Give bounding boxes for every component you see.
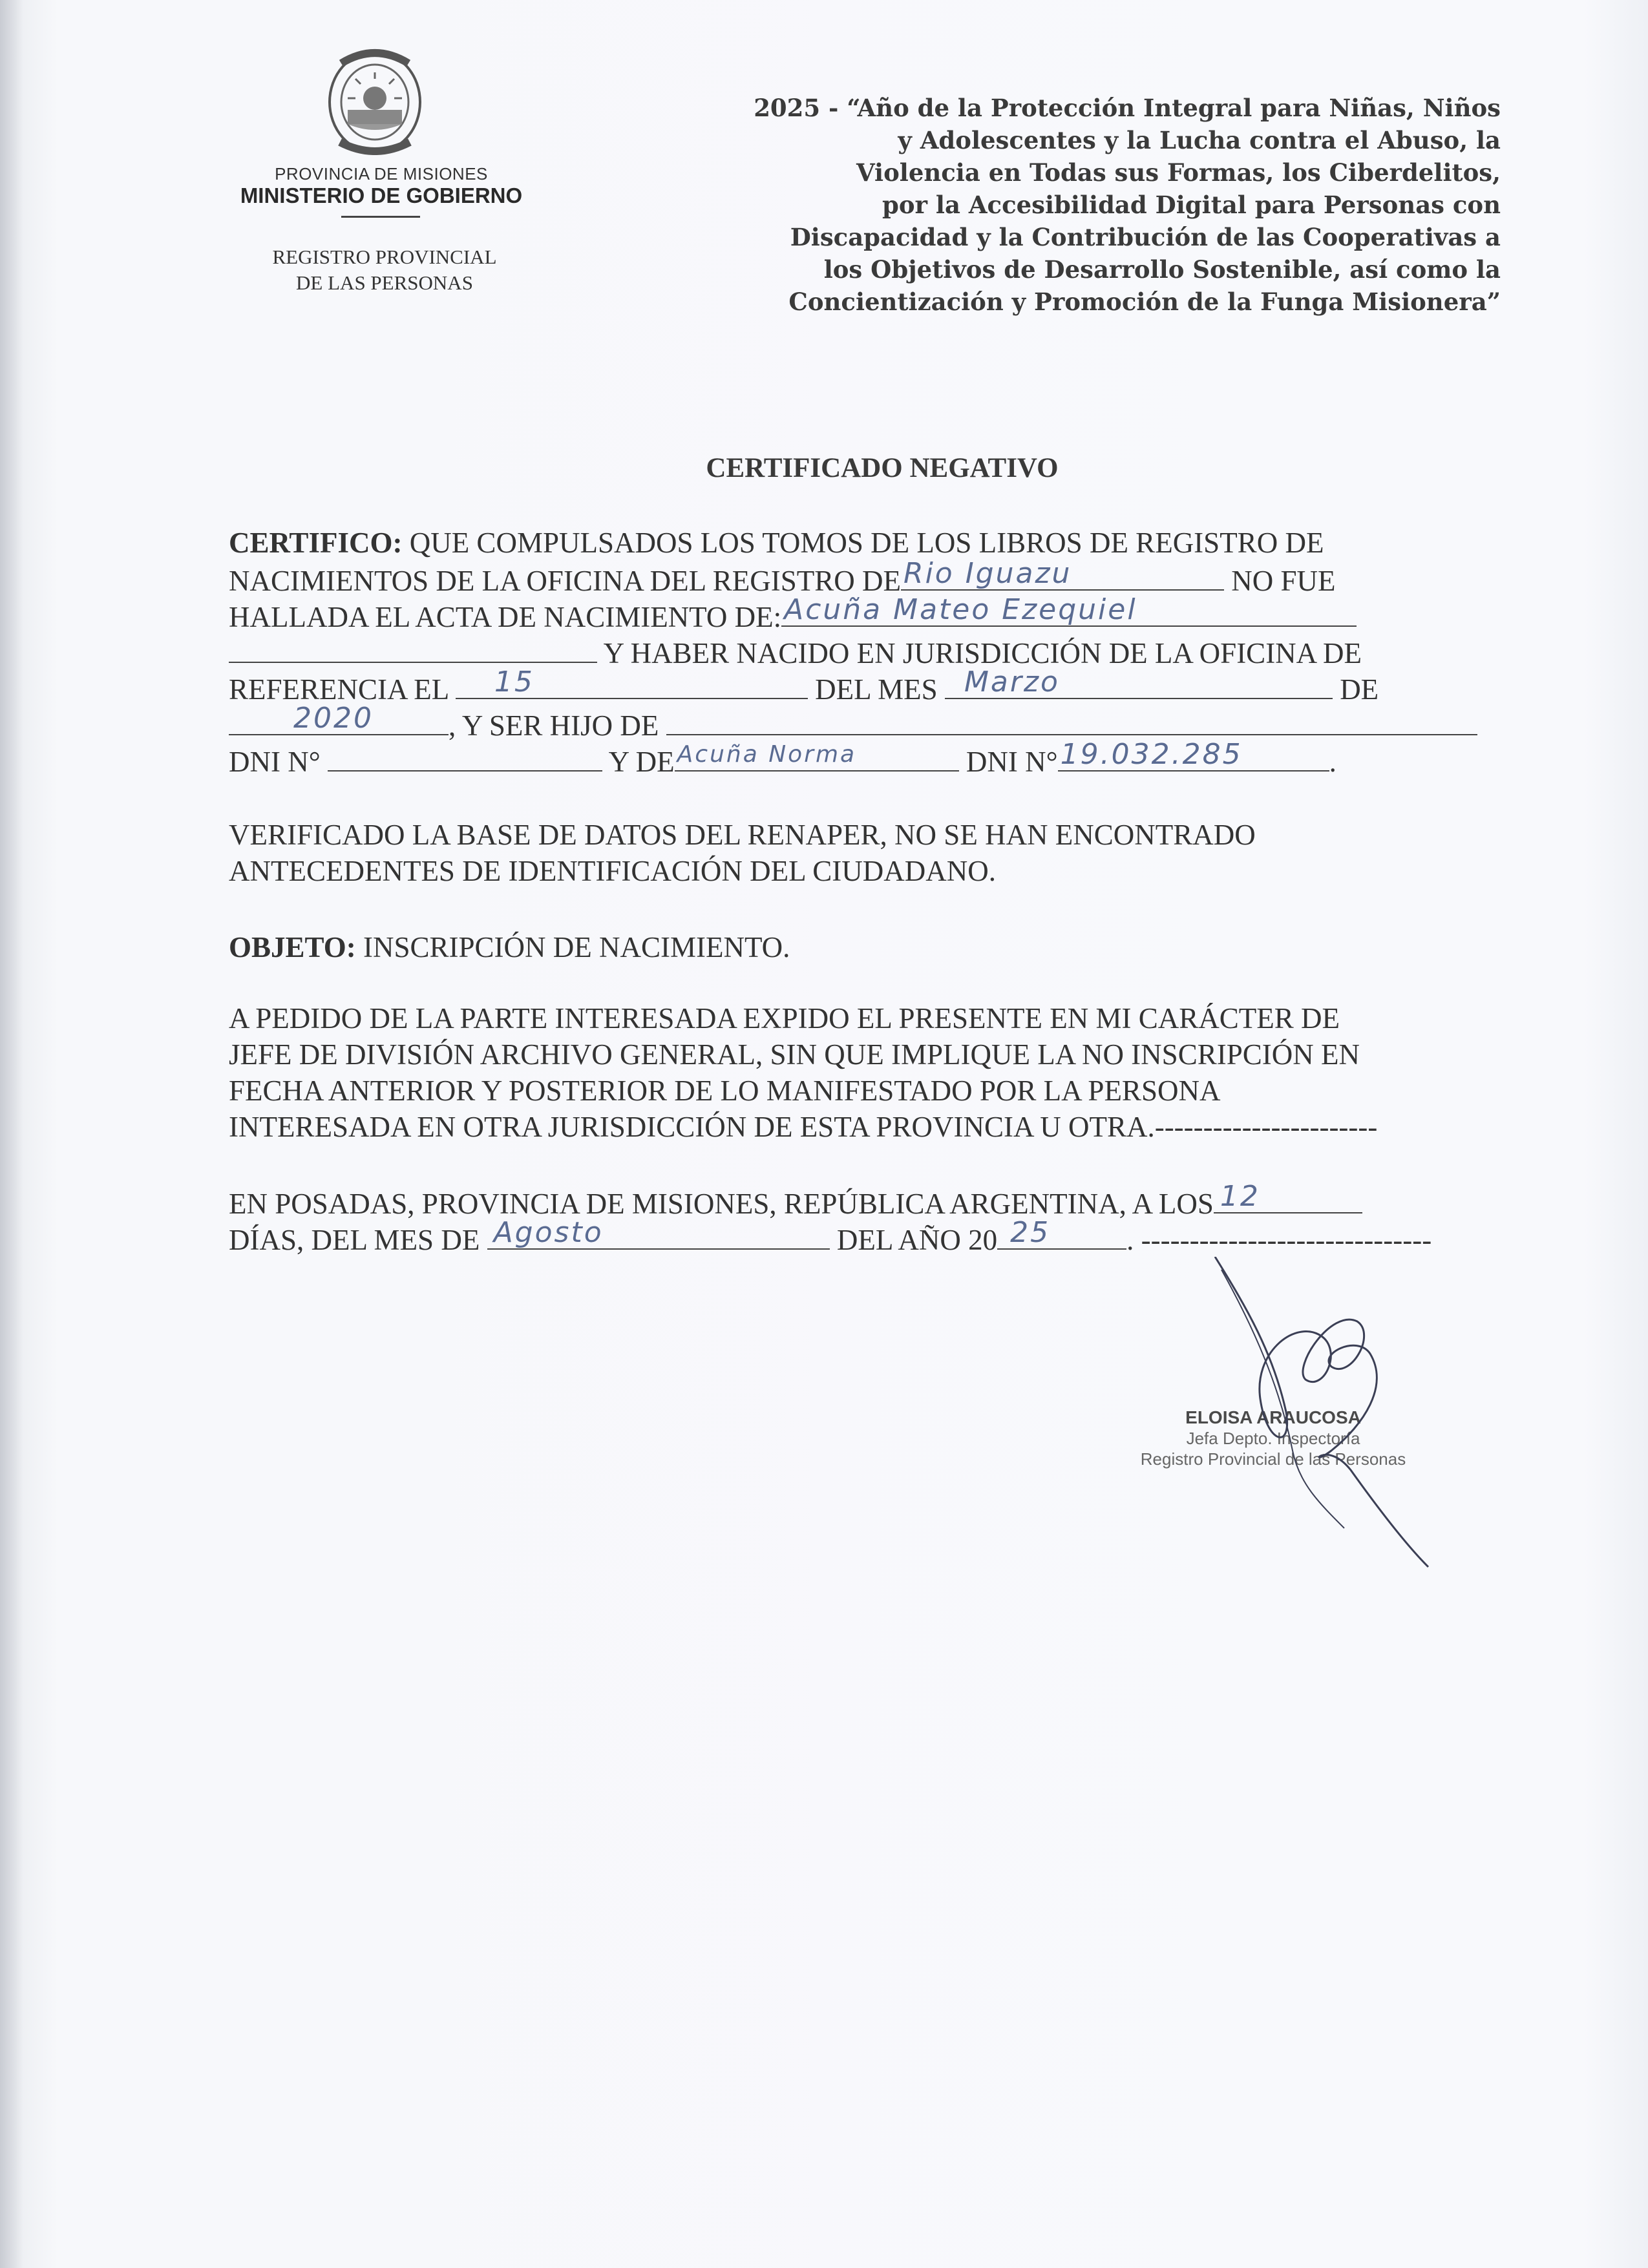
lugar-text: DEL AÑO 20 xyxy=(836,1224,998,1256)
certifico-text: QUE COMPULSADOS LOS TOMOS DE LOS LIBROS DE REGISTRO DE xyxy=(409,527,1324,559)
day-field[interactable] xyxy=(456,666,808,699)
period: . xyxy=(1329,746,1336,778)
certifico-text: REFERENCIA EL xyxy=(229,673,449,706)
objeto-paragraph xyxy=(229,929,1554,965)
handwritten-issue-day: 12 xyxy=(1220,1180,1260,1213)
renaper-line: ANTECEDENTES DE IDENTIFICACIÓN DEL CIUDADANO. xyxy=(229,855,996,887)
renaper-line: VERIFICADO LA BASE DE DATOS DEL RENAPER, NO SE HAN ENCONTRADO xyxy=(229,819,1256,851)
pedido-line: INTERESADA EN OTRA JURISDICCIÓN DE ESTA PROVINCIA U OTRA.----------------------- xyxy=(229,1111,1378,1143)
month-field[interactable] xyxy=(945,666,1333,699)
document-title: CERTIFICADO NEGATIVO xyxy=(706,453,1059,483)
certifico-paragraph xyxy=(229,525,1554,778)
office-field[interactable] xyxy=(901,557,1224,591)
certifico-text: DEL MES xyxy=(815,673,938,706)
name-field-continued[interactable] xyxy=(229,633,597,663)
scan-edge-shadow xyxy=(0,0,23,2268)
pedido-line: A PEDIDO DE LA PARTE INTERESADA EXPIDO EL PRESENTE EN MI CARÁCTER DE xyxy=(229,1002,1340,1034)
pedido-paragraph xyxy=(229,1000,1554,1145)
motto-line: y Adolescentes y la Lucha contra el Abuso, la xyxy=(898,126,1501,154)
certifico-text: HALLADA EL ACTA DE NACIMIENTO DE: xyxy=(229,601,782,633)
father-field[interactable] xyxy=(666,706,1477,735)
header-registry xyxy=(229,244,540,296)
header-ministry: MINISTERIO DE GOBIERNO xyxy=(240,184,523,207)
certifico-text: NACIMIENTOS DE LA OFICINA DEL REGISTRO DE xyxy=(229,565,901,597)
motto-line: Discapacidad y la Contribución de las Cooperativas a xyxy=(790,223,1501,251)
certifico-text: DNI N° xyxy=(229,746,321,778)
header-province: PROVINCIA DE MISIONES xyxy=(275,164,488,184)
mother-field[interactable] xyxy=(675,742,959,772)
header-divider xyxy=(341,216,420,218)
handwritten-year: 2020 xyxy=(293,702,374,735)
mother-dni-field[interactable] xyxy=(1058,738,1329,772)
handwritten-issue-month: Agosto xyxy=(493,1216,604,1249)
lugar-text: . ------------------------------ xyxy=(1126,1224,1432,1256)
lugar-text: DÍAS, DEL MES DE xyxy=(229,1224,480,1256)
province-crest-logo xyxy=(322,45,428,155)
certifico-text: Y DE xyxy=(608,746,675,778)
motto-line: 2025 - “Año de la Protección Integral para Niñas, Niños xyxy=(754,94,1501,122)
handwritten-day: 15 xyxy=(494,666,534,698)
year-motto xyxy=(666,92,1501,318)
certifico-label: CERTIFICO: xyxy=(229,527,403,559)
stamp-office: Registro Provincial de las Personas xyxy=(1140,1449,1406,1469)
pedido-line: JEFE DE DIVISIÓN ARCHIVO GENERAL, SIN QUE IMPLIQUE LA NO INSCRIPCIÓN EN xyxy=(229,1038,1360,1071)
issue-year-field[interactable] xyxy=(997,1216,1126,1250)
issue-month-field[interactable] xyxy=(487,1216,830,1250)
certifico-text: Y HABER NACIDO EN JURISDICCIÓN DE LA OFICINA DE xyxy=(603,637,1362,669)
handwritten-office: Rio Iguazu xyxy=(903,557,1072,590)
stamp-role: Jefa Depto. Inspectoría xyxy=(1186,1429,1360,1448)
stamp-name: ELOISA ARAUCOSA xyxy=(1185,1407,1361,1427)
renaper-paragraph xyxy=(229,817,1554,889)
header-registry-line1: REGISTRO PROVINCIAL xyxy=(272,246,497,268)
motto-line: Concientización y Promoción de la Funga Misionera” xyxy=(788,288,1501,316)
father-dni-field[interactable] xyxy=(328,742,602,772)
pedido-line: FECHA ANTERIOR Y POSTERIOR DE LO MANIFESTADO POR LA PERSONA xyxy=(229,1075,1221,1107)
header-registry-line2: DE LAS PERSONAS xyxy=(296,271,473,294)
name-field[interactable] xyxy=(781,593,1357,627)
year-field[interactable] xyxy=(229,702,449,735)
handwritten-signature xyxy=(1196,1257,1454,1580)
handwritten-mother: Acuña Norma xyxy=(677,741,857,768)
lugar-text: EN POSADAS, PROVINCIA DE MISIONES, REPÚBLICA ARGENTINA, A LOS xyxy=(229,1188,1214,1220)
certifico-text: NO FUE xyxy=(1231,565,1336,597)
lugar-fecha-paragraph xyxy=(229,1180,1554,1256)
handwritten-issue-year: 25 xyxy=(1010,1216,1051,1249)
motto-line: por la Accesibilidad Digital para Personas con xyxy=(882,191,1501,219)
handwritten-mother-dni: 19.032.285 xyxy=(1060,738,1243,771)
handwritten-name: Acuña Mateo Ezequiel xyxy=(784,593,1137,626)
handwritten-month: Marzo xyxy=(964,666,1060,698)
motto-line: los Objetivos de Desarrollo Sostenible, así como la xyxy=(823,255,1501,284)
issue-day-field[interactable] xyxy=(1214,1180,1362,1213)
motto-line: Violencia en Todas sus Formas, los Ciberdelitos, xyxy=(856,158,1501,187)
certifico-text: , Y SER HIJO DE xyxy=(449,709,659,742)
objeto-text: INSCRIPCIÓN DE NACIMIENTO. xyxy=(363,931,790,963)
objeto-label: OBJETO: xyxy=(229,931,356,963)
certifico-text: DE xyxy=(1340,673,1379,706)
certifico-text: DNI N° xyxy=(966,746,1058,778)
